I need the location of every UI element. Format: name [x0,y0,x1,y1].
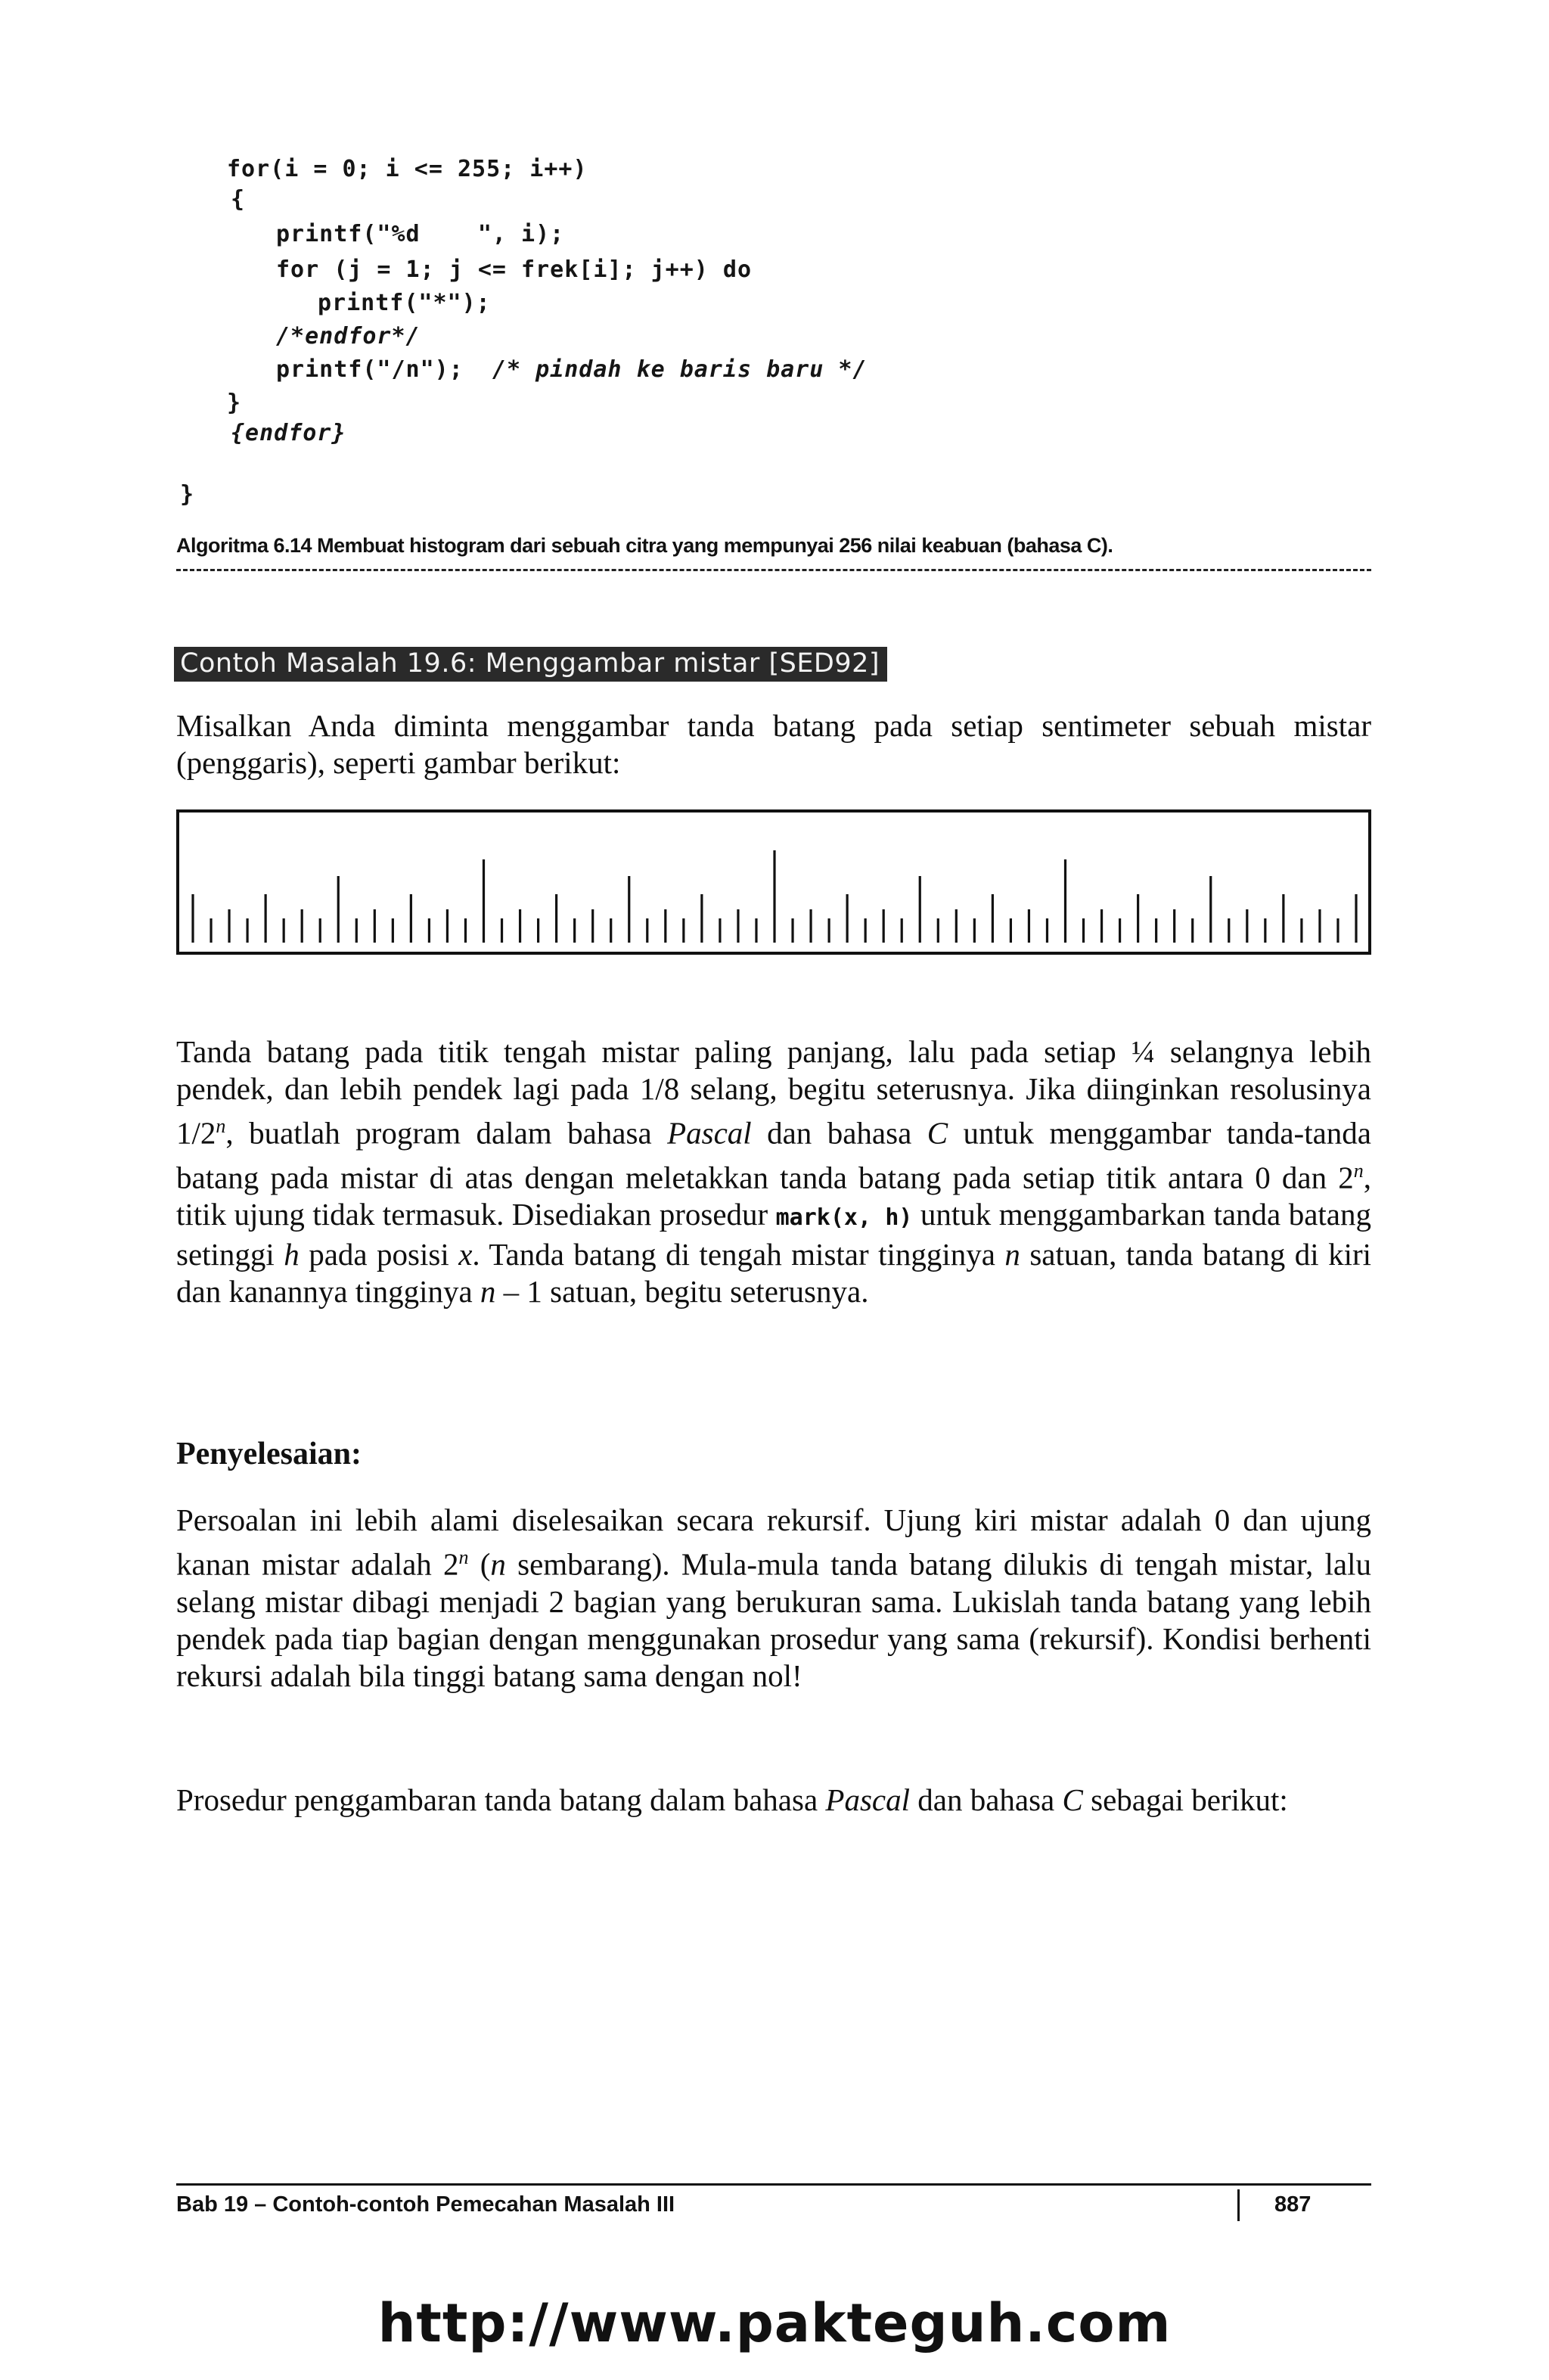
example-intro: Misalkan Anda diminta menggambar tanda batang pada setiap sentimeter sebuah mistar (penggaris), seperti gambar berikut: [176,708,1371,780]
caption-divider [176,569,1371,571]
text-run: dan bahasa [910,1782,1063,1817]
code-line: for (j = 1; j <= frek[i]; j++) do [276,256,753,283]
code-line: { [231,186,246,213]
superscript-n: n [1353,1159,1364,1182]
text-italic: n [480,1274,496,1310]
footer-rule [176,2183,1371,2186]
code-comment: /* pindah ke baris baru */ [492,356,868,383]
code-statement: printf("/n"); [276,356,464,383]
text-run: . Tanda batang di tengah mistar tingginya [472,1237,1005,1272]
text-italic: Pascal [667,1115,752,1151]
text-run: sebagai berikut: [1082,1782,1288,1817]
caption-text: Membuat histogram dari sebuah citra yang mempunyai 256 nilai keabuan (bahasa C). [317,534,1113,557]
caption-label: Algoritma 6.14 [176,534,312,557]
code-line: /*endfor*/ [276,323,421,350]
text-run: , buatlah program dalam bahasa [225,1115,668,1151]
procedure-text [176,1782,1371,1819]
problem-description [176,1033,1371,1310]
code-line: } [227,390,242,416]
code-line: } [180,481,195,508]
code-line [276,356,868,383]
text-italic: C [1062,1782,1083,1817]
text-italic: h [284,1237,300,1272]
text-run: , titik ujung tidak termasuk. Disediakan prosedur [176,1160,1371,1232]
text-italic: x [458,1237,473,1272]
code-line: for(i = 0; i <= 255; i++) [227,156,588,182]
text-run: – 1 satuan, begitu seterusnya. [495,1274,869,1310]
text-run: satuan, tanda batang di kiri dan kanannya tingginya [176,1237,1372,1310]
text-run: Persoalan ini lebih alami diselesaikan secara rekursif. Ujung kiri mistar adalah 0 dan ujung kanan mistar adalah 2 [176,1502,1371,1582]
footer-divider [1237,2189,1240,2221]
text-run: untuk menggambarkan tanda batang setinggi [176,1197,1371,1272]
ruler-ticks [193,850,1356,943]
code-line: {endfor} [231,420,346,446]
text-italic: Pascal [825,1782,910,1817]
text-run: pada posisi [299,1237,459,1272]
text-run: untuk menggambar tanda-tanda batang pada mistar di atas dengan meletakkan tanda batang pada setiap titik antara 0 dan 2 [176,1115,1371,1195]
solution-heading: Penyelesaian: [176,1437,362,1471]
algorithm-caption [176,534,1113,558]
text-run: Tanda batang pada titik tengah mistar paling panjang, lalu pada setiap ¼ selangnya lebih pendek, dan lebih pendek lagi pada 1/8 selang, begitu seterusnya. Jika diinginkan resolusinya 1/2 [176,1034,1371,1151]
text-italic: n [1004,1237,1020,1272]
text-italic: C [927,1115,948,1151]
ruler-figure [176,809,1371,955]
inline-code: mark(x, h) [775,1204,913,1232]
text-run: ( [468,1546,491,1582]
text-run: sembarang). Mula-mula tanda batang dilukis di tengah mistar, lalu selang mistar dibagi menjadi 2 bagian yang berukuran sama. Lukislah tanda batang yang lebih pendek pada tiap bagian dengan menggunakan prosedur yang sama (rekursif). Kondisi berhenti rekursi adalah bila tinggi batang sama dengan nol! [176,1546,1371,1693]
text-run: Prosedur penggambaran tanda batang dalam bahasa [176,1782,826,1817]
example-banner: Contoh Masalah 19.6: Menggambar mistar [SED92] [174,647,887,682]
footer-chapter: Bab 19 – Contoh-contoh Pemecahan Masalah III [176,2192,675,2217]
solution-text [176,1502,1371,1695]
superscript-n: n [216,1115,226,1137]
text-italic: n [490,1546,506,1582]
page-number: 887 [1274,2192,1312,2217]
code-line: printf("*"); [318,290,491,316]
website-url: http://www.pakteguh.com [377,2292,1172,2354]
superscript-n: n [458,1546,469,1568]
text-run: dan bahasa [751,1115,927,1151]
code-line: printf("%d ", i); [276,221,565,247]
